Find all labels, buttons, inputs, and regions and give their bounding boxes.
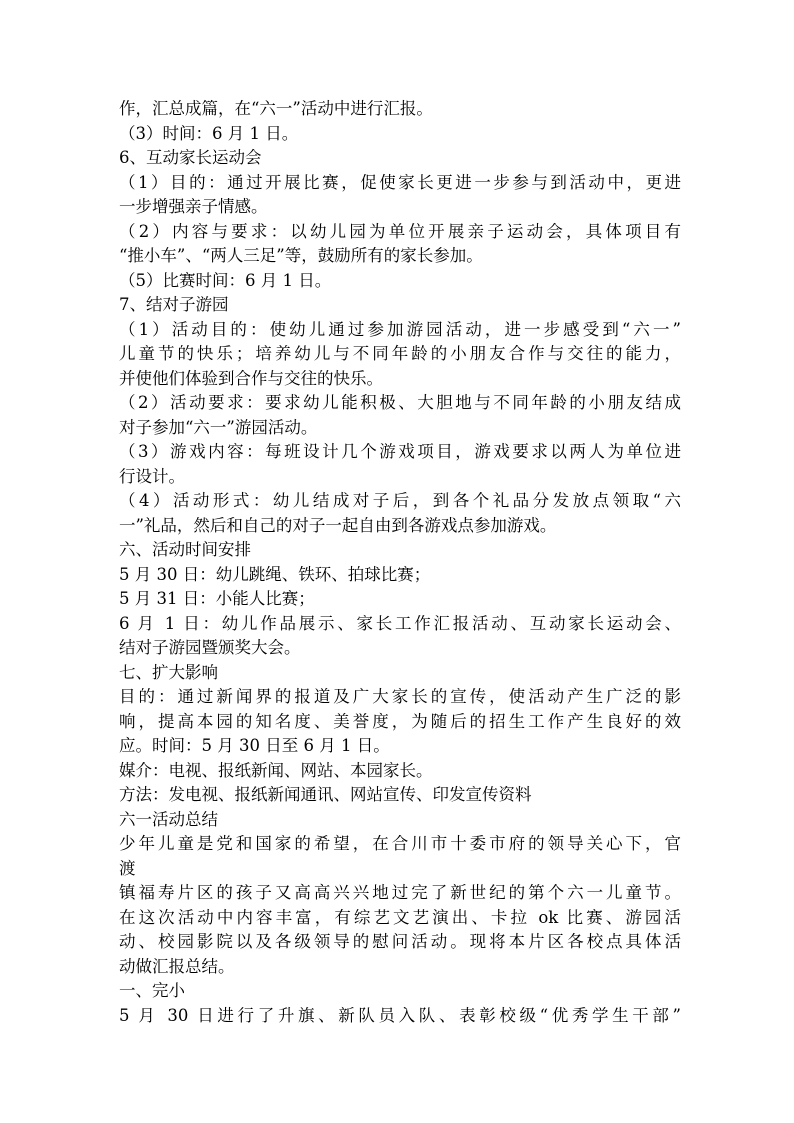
text-line: 结对子游园暨颁奖大会。 [119,638,301,657]
text-line: “推小车”、“两人三足”等，鼓励所有的家长参加。 [119,246,483,265]
text-line: 行设计。 [119,466,185,486]
document-body [119,97,681,1028]
text-line: 作，汇总成篇，在“六一”活动中进行汇报。 [119,99,433,118]
text-line: （1）活动目的：使幼儿通过参加游园活动，进一步感受到“六一” [119,319,681,339]
text-line: 七、扩大影响 [119,662,218,682]
text-line: （2）内容与要求：以幼儿园为单位开展亲子运动会，具体项目有 [119,221,681,241]
text-line: 5 月 30 日进行了升旗、新队员入队、表彰校级“优秀学生干部” [119,1005,681,1025]
text-line: （4）活动形式：幼儿结成对子后，到各个礼品分发放点领取“六 [119,491,681,510]
text-line: 并使他们体验到合作与交往的快乐。 [119,368,383,388]
text-line: 媒介：电视、报纸新闻、网站、本园家长。 [119,760,433,780]
text-line: 渡 [119,858,136,878]
text-line: （3）时间：6 月 1 日。 [119,123,299,143]
text-line: 在这次活动中内容丰富，有综艺文艺演出、卡拉 ok 比赛、游园活 [119,907,681,927]
text-line: 目的：通过新闻界的报道及广大家长的宣传，使活动产生广泛的影 [119,687,681,706]
text-line: （3）游戏内容：每班设计几个游戏项目，游戏要求以两人为单位进 [119,442,681,461]
text-line: 六、活动时间安排 [119,540,251,559]
text-line: 动做汇报总结。 [119,956,235,976]
text-line: 镇福寿片区的孩子又高高兴兴地过完了新世纪的第个六一儿童节。 [119,883,681,902]
text-line: 方法：发电视、报纸新闻通讯、网站宣传、印发宣传资料 [119,785,532,804]
text-line: 六一活动总结 [119,809,218,829]
text-line: 一”礼品，然后和自己的对子一起自由到各游戏点参加游戏。 [119,515,557,535]
text-line: 响，提高本园的知名度、美誉度，为随后的招生工作产生良好的效 [119,711,681,731]
text-line: 6、互动家长运动会 [119,148,262,167]
text-line: （2）活动要求：要求幼儿能积极、大胆地与不同年龄的小朋友结成 [119,393,681,412]
text-line: 对子参加“六一”游园活动。 [119,417,318,437]
text-line: 少年儿童是党和国家的希望，在合川市十委市府的领导关心下，官 [119,834,681,853]
text-line: 儿童节的快乐；培养幼儿与不同年龄的小朋友合作与交往的能力， [119,344,681,363]
text-line: 5 月 31 日：小能人比赛； [119,589,315,608]
text-line: 应。时间：5 月 30 日至 6 月 1 日。 [119,736,390,755]
text-line: 6 月 1 日：幼儿作品展示、家长工作汇报活动、互动家长运动会、 [119,613,681,633]
text-line: 7、结对子游园 [119,295,229,314]
text-line: 动、校园影院以及各级领导的慰问活动。现将本片区各校点具体活 [119,932,681,951]
text-line: （1）目的：通过开展比赛，促使家长更进一步参与到活动中，更进 [119,172,681,192]
text-line: 一、完小 [119,981,185,1000]
text-line: （5）比赛时间：6 月 1 日。 [119,270,332,290]
text-line: 5 月 30 日：幼儿跳绳、铁环、拍球比赛； [119,564,431,584]
text-line: 一步增强亲子情感。 [119,197,268,216]
